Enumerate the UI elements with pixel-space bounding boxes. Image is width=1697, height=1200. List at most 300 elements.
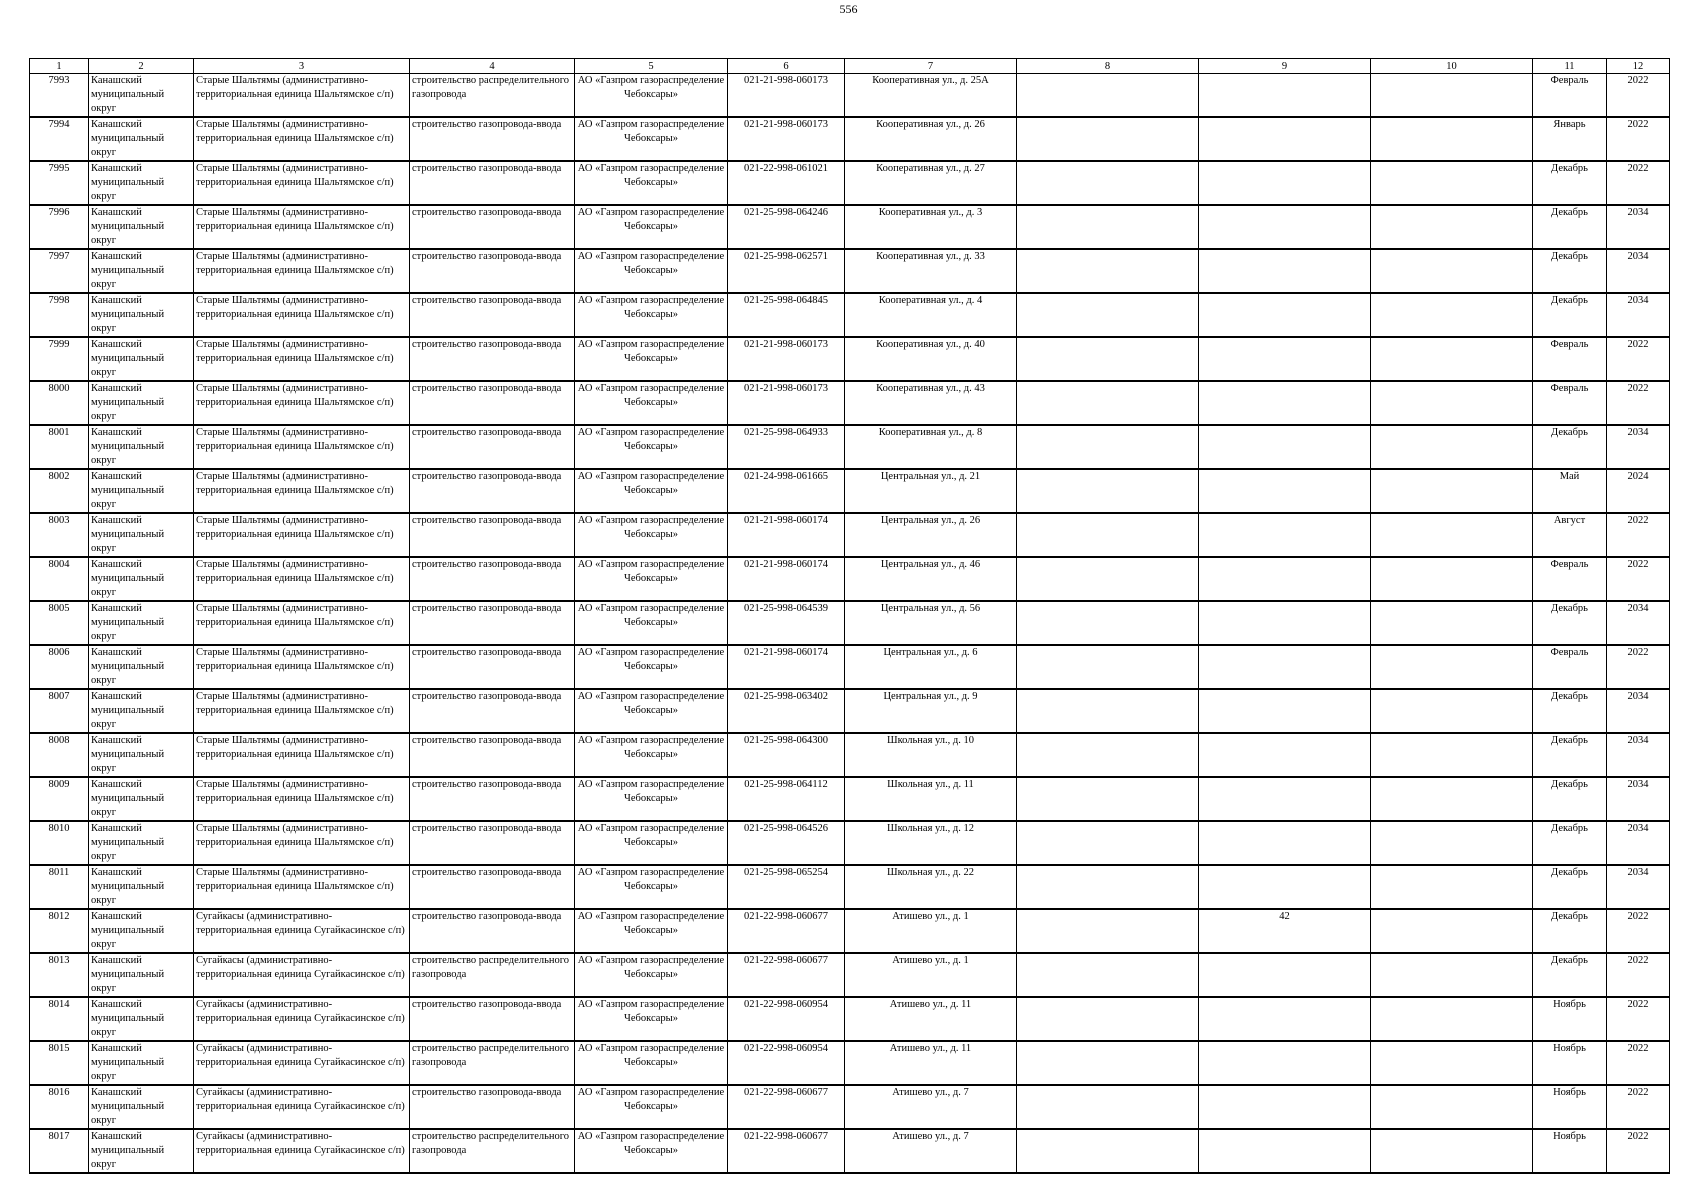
table-row [30, 1041, 1670, 1085]
cell-col-8 [1017, 821, 1199, 865]
cell-col-8 [1017, 381, 1199, 425]
cell-registry-code: 021-22-998-060677 [728, 953, 845, 997]
cell-registry-code: 021-24-998-061665 [728, 469, 845, 513]
cell-address: Кооперативная ул., д. 26 [845, 117, 1017, 161]
cell-district: Канашский муниципальный округ [89, 381, 194, 425]
cell-col-9 [1199, 205, 1371, 249]
cell-col-8 [1017, 645, 1199, 689]
cell-district: Канашский муниципальный округ [89, 1041, 194, 1085]
cell-address: Кооперативная ул., д. 8 [845, 425, 1017, 469]
cell-col-9 [1199, 469, 1371, 513]
cell-settlement: Сугайкасы (административно-территориальная единица Сугайкасинское с/п) [194, 953, 410, 997]
cell-col-10 [1371, 337, 1533, 381]
cell-settlement: Старые Шальтямы (административно-территориальная единица Шальтямское с/п) [194, 117, 410, 161]
cell-address: Атишево ул., д. 11 [845, 1041, 1017, 1085]
cell-district: Канашский муниципальный округ [89, 117, 194, 161]
cell-col-9 [1199, 777, 1371, 821]
cell-month: Февраль [1533, 381, 1607, 425]
cell-col-9 [1199, 689, 1371, 733]
cell-col-10 [1371, 469, 1533, 513]
cell-district: Канашский муниципальный округ [89, 733, 194, 777]
cell-organization: АО «Газпром газораспределение Чебоксары» [575, 469, 728, 513]
table-row [30, 557, 1670, 601]
cell-address: Центральная ул., д. 6 [845, 645, 1017, 689]
cell-address: Атишево ул., д. 7 [845, 1085, 1017, 1129]
cell-month: Февраль [1533, 645, 1607, 689]
cell-row-number: 8012 [30, 909, 89, 953]
cell-year: 2022 [1607, 557, 1670, 601]
cell-registry-code: 021-25-998-065254 [728, 865, 845, 909]
table-row [30, 601, 1670, 645]
cell-address: Атишево ул., д. 1 [845, 953, 1017, 997]
cell-col-10 [1371, 821, 1533, 865]
cell-month: Декабрь [1533, 953, 1607, 997]
cell-col-9 [1199, 161, 1371, 205]
cell-col-8 [1017, 1085, 1199, 1129]
cell-organization: АО «Газпром газораспределение Чебоксары» [575, 557, 728, 601]
cell-year: 2022 [1607, 953, 1670, 997]
cell-year: 2022 [1607, 1041, 1670, 1085]
cell-row-number: 7996 [30, 205, 89, 249]
cell-col-9 [1199, 733, 1371, 777]
cell-work-type: строительство газопровода-ввода [410, 777, 575, 821]
cell-year: 2034 [1607, 689, 1670, 733]
cell-col-8 [1017, 953, 1199, 997]
cell-year: 2034 [1607, 865, 1670, 909]
cell-col-8 [1017, 425, 1199, 469]
cell-year: 2034 [1607, 249, 1670, 293]
cell-work-type: строительство газопровода-ввода [410, 337, 575, 381]
cell-work-type: строительство распределительного газопровода [410, 74, 575, 118]
cell-address: Атишево ул., д. 1 [845, 909, 1017, 953]
cell-address: Атишево ул., д. 11 [845, 997, 1017, 1041]
cell-year: 2034 [1607, 601, 1670, 645]
cell-work-type: строительство газопровода-ввода [410, 469, 575, 513]
cell-col-10 [1371, 997, 1533, 1041]
cell-registry-code: 021-25-998-064933 [728, 425, 845, 469]
cell-settlement: Старые Шальтямы (административно-территориальная единица Шальтямское с/п) [194, 425, 410, 469]
cell-col-10 [1371, 865, 1533, 909]
cell-work-type: строительство газопровода-ввода [410, 689, 575, 733]
cell-month: Декабрь [1533, 425, 1607, 469]
cell-col-10 [1371, 1129, 1533, 1173]
cell-month: Декабрь [1533, 205, 1607, 249]
cell-col-9 [1199, 645, 1371, 689]
cell-organization: АО «Газпром газораспределение Чебоксары» [575, 205, 728, 249]
cell-row-number: 7998 [30, 293, 89, 337]
cell-col-9 [1199, 74, 1371, 118]
cell-work-type: строительство газопровода-ввода [410, 205, 575, 249]
cell-month: Ноябрь [1533, 1041, 1607, 1085]
cell-settlement: Старые Шальтямы (административно-территориальная единица Шальтямское с/п) [194, 557, 410, 601]
cell-col-8 [1017, 513, 1199, 557]
cell-col-10 [1371, 74, 1533, 118]
cell-address: Центральная ул., д. 46 [845, 557, 1017, 601]
cell-month: Ноябрь [1533, 1129, 1607, 1173]
cell-work-type: строительство газопровода-ввода [410, 161, 575, 205]
cell-address: Кооперативная ул., д. 27 [845, 161, 1017, 205]
cell-month: Декабрь [1533, 689, 1607, 733]
cell-address: Кооперативная ул., д. 33 [845, 249, 1017, 293]
table-row [30, 1129, 1670, 1173]
cell-col-9 [1199, 953, 1371, 997]
cell-col-8 [1017, 689, 1199, 733]
cell-row-number: 7995 [30, 161, 89, 205]
table-row [30, 733, 1670, 777]
cell-col-8 [1017, 865, 1199, 909]
page-number: 556 [839, 2, 858, 16]
cell-col-9 [1199, 249, 1371, 293]
cell-registry-code: 021-22-998-060677 [728, 909, 845, 953]
cell-row-number: 8001 [30, 425, 89, 469]
cell-settlement: Старые Шальтямы (административно-территориальная единица Шальтямское с/п) [194, 337, 410, 381]
cell-registry-code: 021-21-998-060173 [728, 74, 845, 118]
cell-col-8 [1017, 997, 1199, 1041]
cell-col-8 [1017, 205, 1199, 249]
cell-col-8 [1017, 777, 1199, 821]
cell-address: Кооперативная ул., д. 4 [845, 293, 1017, 337]
cell-col-10 [1371, 425, 1533, 469]
cell-district: Канашский муниципальный округ [89, 249, 194, 293]
cell-organization: АО «Газпром газораспределение Чебоксары» [575, 425, 728, 469]
cell-month: Декабрь [1533, 777, 1607, 821]
cell-row-number: 8008 [30, 733, 89, 777]
cell-registry-code: 021-25-998-062571 [728, 249, 845, 293]
cell-settlement: Старые Шальтямы (административно-территориальная единица Шальтямское с/п) [194, 381, 410, 425]
cell-row-number: 8006 [30, 645, 89, 689]
cell-month: Февраль [1533, 337, 1607, 381]
cell-col-9 [1199, 513, 1371, 557]
cell-district: Канашский муниципальный округ [89, 1129, 194, 1173]
cell-address: Центральная ул., д. 9 [845, 689, 1017, 733]
cell-col-8 [1017, 601, 1199, 645]
cell-month: Февраль [1533, 557, 1607, 601]
cell-registry-code: 021-25-998-064526 [728, 821, 845, 865]
cell-col-10 [1371, 689, 1533, 733]
cell-row-number: 8005 [30, 601, 89, 645]
cell-district: Канашский муниципальный округ [89, 909, 194, 953]
cell-district: Канашский муниципальный округ [89, 337, 194, 381]
cell-col-10 [1371, 117, 1533, 161]
cell-col-10 [1371, 909, 1533, 953]
cell-district: Канашский муниципальный округ [89, 777, 194, 821]
cell-organization: АО «Газпром газораспределение Чебоксары» [575, 1041, 728, 1085]
cell-col-8 [1017, 1129, 1199, 1173]
cell-address: Школьная ул., д. 10 [845, 733, 1017, 777]
cell-address: Кооперативная ул., д. 40 [845, 337, 1017, 381]
table-row [30, 1085, 1670, 1129]
cell-district: Канашский муниципальный округ [89, 205, 194, 249]
cell-registry-code: 021-22-998-060677 [728, 1129, 845, 1173]
column-header: 8 [1017, 59, 1199, 74]
cell-work-type: строительство газопровода-ввода [410, 293, 575, 337]
cell-row-number: 8017 [30, 1129, 89, 1173]
column-header: 6 [728, 59, 845, 74]
cell-organization: АО «Газпром газораспределение Чебоксары» [575, 381, 728, 425]
cell-year: 2022 [1607, 337, 1670, 381]
table-header [30, 59, 1670, 74]
cell-work-type: строительство газопровода-ввода [410, 425, 575, 469]
cell-col-9 [1199, 425, 1371, 469]
cell-year: 2034 [1607, 777, 1670, 821]
cell-district: Канашский муниципальный округ [89, 953, 194, 997]
cell-row-number: 8016 [30, 1085, 89, 1129]
table-body [30, 74, 1670, 1174]
cell-col-10 [1371, 1085, 1533, 1129]
cell-organization: АО «Газпром газораспределение Чебоксары» [575, 161, 728, 205]
cell-month: Декабрь [1533, 249, 1607, 293]
cell-year: 2022 [1607, 909, 1670, 953]
cell-col-9 [1199, 1129, 1371, 1173]
table-row [30, 381, 1670, 425]
cell-col-10 [1371, 733, 1533, 777]
cell-settlement: Старые Шальтямы (административно-территориальная единица Шальтямское с/п) [194, 777, 410, 821]
cell-organization: АО «Газпром газораспределение Чебоксары» [575, 733, 728, 777]
cell-month: Декабрь [1533, 909, 1607, 953]
column-header: 7 [845, 59, 1017, 74]
cell-year: 2034 [1607, 821, 1670, 865]
cell-year: 2022 [1607, 1085, 1670, 1129]
cell-col-8 [1017, 337, 1199, 381]
cell-month: Декабрь [1533, 733, 1607, 777]
cell-month: Ноябрь [1533, 997, 1607, 1041]
cell-address: Школьная ул., д. 11 [845, 777, 1017, 821]
cell-row-number: 8007 [30, 689, 89, 733]
cell-col-9 [1199, 601, 1371, 645]
cell-organization: АО «Газпром газораспределение Чебоксары» [575, 821, 728, 865]
cell-col-9 [1199, 1085, 1371, 1129]
cell-col-8 [1017, 557, 1199, 601]
cell-col-9: 42 [1199, 909, 1371, 953]
cell-col-10 [1371, 161, 1533, 205]
cell-year: 2022 [1607, 645, 1670, 689]
table-row [30, 249, 1670, 293]
cell-work-type: строительство газопровода-ввода [410, 601, 575, 645]
register-table [29, 58, 1670, 1174]
cell-col-10 [1371, 645, 1533, 689]
column-header: 9 [1199, 59, 1371, 74]
cell-settlement: Старые Шальтямы (административно-территориальная единица Шальтямское с/п) [194, 733, 410, 777]
cell-month: Август [1533, 513, 1607, 557]
column-header: 3 [194, 59, 410, 74]
table-row [30, 909, 1670, 953]
column-header: 1 [30, 59, 89, 74]
cell-year: 2034 [1607, 293, 1670, 337]
cell-work-type: строительство газопровода-ввода [410, 117, 575, 161]
cell-col-8 [1017, 117, 1199, 161]
column-header: 10 [1371, 59, 1533, 74]
cell-registry-code: 021-25-998-064246 [728, 205, 845, 249]
cell-work-type: строительство распределительного газопровода [410, 953, 575, 997]
cell-organization: АО «Газпром газораспределение Чебоксары» [575, 117, 728, 161]
cell-organization: АО «Газпром газораспределение Чебоксары» [575, 74, 728, 118]
cell-col-10 [1371, 249, 1533, 293]
cell-col-8 [1017, 249, 1199, 293]
cell-col-8 [1017, 1041, 1199, 1085]
column-header: 5 [575, 59, 728, 74]
cell-address: Атишево ул., д. 7 [845, 1129, 1017, 1173]
column-header: 11 [1533, 59, 1607, 74]
cell-row-number: 8009 [30, 777, 89, 821]
table-row [30, 953, 1670, 997]
cell-month: Декабрь [1533, 601, 1607, 645]
cell-organization: АО «Газпром газораспределение Чебоксары» [575, 777, 728, 821]
cell-address: Школьная ул., д. 22 [845, 865, 1017, 909]
cell-registry-code: 021-22-998-061021 [728, 161, 845, 205]
cell-month: Ноябрь [1533, 1085, 1607, 1129]
cell-settlement: Старые Шальтямы (административно-территориальная единица Шальтямское с/п) [194, 689, 410, 733]
cell-registry-code: 021-21-998-060174 [728, 513, 845, 557]
cell-col-9 [1199, 293, 1371, 337]
cell-district: Канашский муниципальный округ [89, 293, 194, 337]
column-header: 4 [410, 59, 575, 74]
cell-address: Школьная ул., д. 12 [845, 821, 1017, 865]
cell-col-9 [1199, 381, 1371, 425]
cell-settlement: Старые Шальтямы (административно-территориальная единица Шальтямское с/п) [194, 249, 410, 293]
column-header: 12 [1607, 59, 1670, 74]
cell-work-type: строительство газопровода-ввода [410, 997, 575, 1041]
header-row [30, 59, 1670, 74]
cell-address: Кооперативная ул., д. 25А [845, 74, 1017, 118]
cell-district: Канашский муниципальный округ [89, 645, 194, 689]
cell-registry-code: 021-25-998-064112 [728, 777, 845, 821]
table-row [30, 997, 1670, 1041]
cell-col-9 [1199, 997, 1371, 1041]
cell-col-9 [1199, 1041, 1371, 1085]
cell-col-10 [1371, 557, 1533, 601]
cell-settlement: Сугайкасы (административно-территориальная единица Сугайкасинское с/п) [194, 909, 410, 953]
cell-row-number: 8014 [30, 997, 89, 1041]
cell-district: Канашский муниципальный округ [89, 469, 194, 513]
cell-row-number: 8015 [30, 1041, 89, 1085]
cell-district: Канашский муниципальный округ [89, 161, 194, 205]
cell-settlement: Старые Шальтямы (административно-территориальная единица Шальтямское с/п) [194, 74, 410, 118]
cell-month: Декабрь [1533, 293, 1607, 337]
cell-registry-code: 021-21-998-060173 [728, 381, 845, 425]
cell-year: 2022 [1607, 997, 1670, 1041]
cell-settlement: Старые Шальтямы (административно-территориальная единица Шальтямское с/п) [194, 645, 410, 689]
cell-row-number: 8002 [30, 469, 89, 513]
cell-col-8 [1017, 161, 1199, 205]
cell-settlement: Сугайкасы (административно-территориальная единица Сугайкасинское с/п) [194, 1085, 410, 1129]
cell-district: Канашский муниципальный округ [89, 74, 194, 118]
table-row [30, 865, 1670, 909]
cell-registry-code: 021-21-998-060174 [728, 557, 845, 601]
cell-organization: АО «Газпром газораспределение Чебоксары» [575, 1085, 728, 1129]
cell-work-type: строительство газопровода-ввода [410, 381, 575, 425]
cell-organization: АО «Газпром газораспределение Чебоксары» [575, 513, 728, 557]
cell-settlement: Сугайкасы (административно-территориальная единица Сугайкасинское с/п) [194, 1041, 410, 1085]
cell-work-type: строительство распределительного газопровода [410, 1041, 575, 1085]
table-row [30, 469, 1670, 513]
cell-work-type: строительство газопровода-ввода [410, 909, 575, 953]
table-row [30, 117, 1670, 161]
cell-organization: АО «Газпром газораспределение Чебоксары» [575, 293, 728, 337]
cell-organization: АО «Газпром газораспределение Чебоксары» [575, 1129, 728, 1173]
cell-address: Центральная ул., д. 21 [845, 469, 1017, 513]
cell-district: Канашский муниципальный округ [89, 689, 194, 733]
cell-year: 2022 [1607, 161, 1670, 205]
cell-registry-code: 021-25-998-063402 [728, 689, 845, 733]
cell-month: Февраль [1533, 74, 1607, 118]
cell-organization: АО «Газпром газораспределение Чебоксары» [575, 601, 728, 645]
cell-work-type: строительство газопровода-ввода [410, 557, 575, 601]
cell-year: 2022 [1607, 117, 1670, 161]
cell-year: 2034 [1607, 205, 1670, 249]
cell-settlement: Сугайкасы (административно-территориальная единица Сугайкасинское с/п) [194, 1129, 410, 1173]
cell-year: 2022 [1607, 381, 1670, 425]
cell-row-number: 8003 [30, 513, 89, 557]
cell-address: Кооперативная ул., д. 43 [845, 381, 1017, 425]
cell-district: Канашский муниципальный округ [89, 601, 194, 645]
table-row [30, 74, 1670, 118]
cell-month: Декабрь [1533, 161, 1607, 205]
cell-settlement: Старые Шальтямы (административно-территориальная единица Шальтямское с/п) [194, 513, 410, 557]
cell-col-9 [1199, 337, 1371, 381]
table-row [30, 689, 1670, 733]
cell-settlement: Старые Шальтямы (административно-территориальная единица Шальтямское с/п) [194, 865, 410, 909]
cell-district: Канашский муниципальный округ [89, 557, 194, 601]
cell-address: Центральная ул., д. 56 [845, 601, 1017, 645]
cell-row-number: 7993 [30, 74, 89, 118]
cell-organization: АО «Газпром газораспределение Чебоксары» [575, 953, 728, 997]
cell-col-8 [1017, 909, 1199, 953]
cell-work-type: строительство газопровода-ввода [410, 1085, 575, 1129]
cell-col-8 [1017, 733, 1199, 777]
table-row [30, 821, 1670, 865]
cell-year: 2024 [1607, 469, 1670, 513]
cell-work-type: строительство газопровода-ввода [410, 733, 575, 777]
cell-work-type: строительство газопровода-ввода [410, 645, 575, 689]
cell-registry-code: 021-22-998-060954 [728, 1041, 845, 1085]
cell-registry-code: 021-25-998-064539 [728, 601, 845, 645]
cell-row-number: 7999 [30, 337, 89, 381]
cell-col-9 [1199, 821, 1371, 865]
cell-col-9 [1199, 865, 1371, 909]
cell-year: 2034 [1607, 425, 1670, 469]
table-row [30, 161, 1670, 205]
cell-registry-code: 021-21-998-060174 [728, 645, 845, 689]
cell-registry-code: 021-21-998-060173 [728, 337, 845, 381]
cell-row-number: 7997 [30, 249, 89, 293]
cell-col-10 [1371, 513, 1533, 557]
cell-col-9 [1199, 557, 1371, 601]
cell-registry-code: 021-22-998-060677 [728, 1085, 845, 1129]
table-row [30, 205, 1670, 249]
cell-district: Канашский муниципальный округ [89, 1085, 194, 1129]
cell-col-10 [1371, 293, 1533, 337]
cell-work-type: строительство газопровода-ввода [410, 513, 575, 557]
cell-district: Канашский муниципальный округ [89, 865, 194, 909]
table-row [30, 337, 1670, 381]
cell-row-number: 8011 [30, 865, 89, 909]
cell-col-10 [1371, 601, 1533, 645]
cell-district: Канашский муниципальный округ [89, 425, 194, 469]
cell-work-type: строительство распределительного газопровода [410, 1129, 575, 1173]
cell-district: Канашский муниципальный округ [89, 821, 194, 865]
cell-settlement: Старые Шальтямы (административно-территориальная единица Шальтямское с/п) [194, 469, 410, 513]
cell-address: Кооперативная ул., д. 3 [845, 205, 1017, 249]
cell-col-9 [1199, 117, 1371, 161]
cell-settlement: Старые Шальтямы (административно-территориальная единица Шальтямское с/п) [194, 601, 410, 645]
cell-organization: АО «Газпром газораспределение Чебоксары» [575, 337, 728, 381]
cell-district: Канашский муниципальный округ [89, 997, 194, 1041]
cell-col-10 [1371, 381, 1533, 425]
cell-address: Центральная ул., д. 26 [845, 513, 1017, 557]
cell-settlement: Старые Шальтямы (административно-территориальная единица Шальтямское с/п) [194, 821, 410, 865]
cell-year: 2022 [1607, 74, 1670, 118]
table-row [30, 425, 1670, 469]
